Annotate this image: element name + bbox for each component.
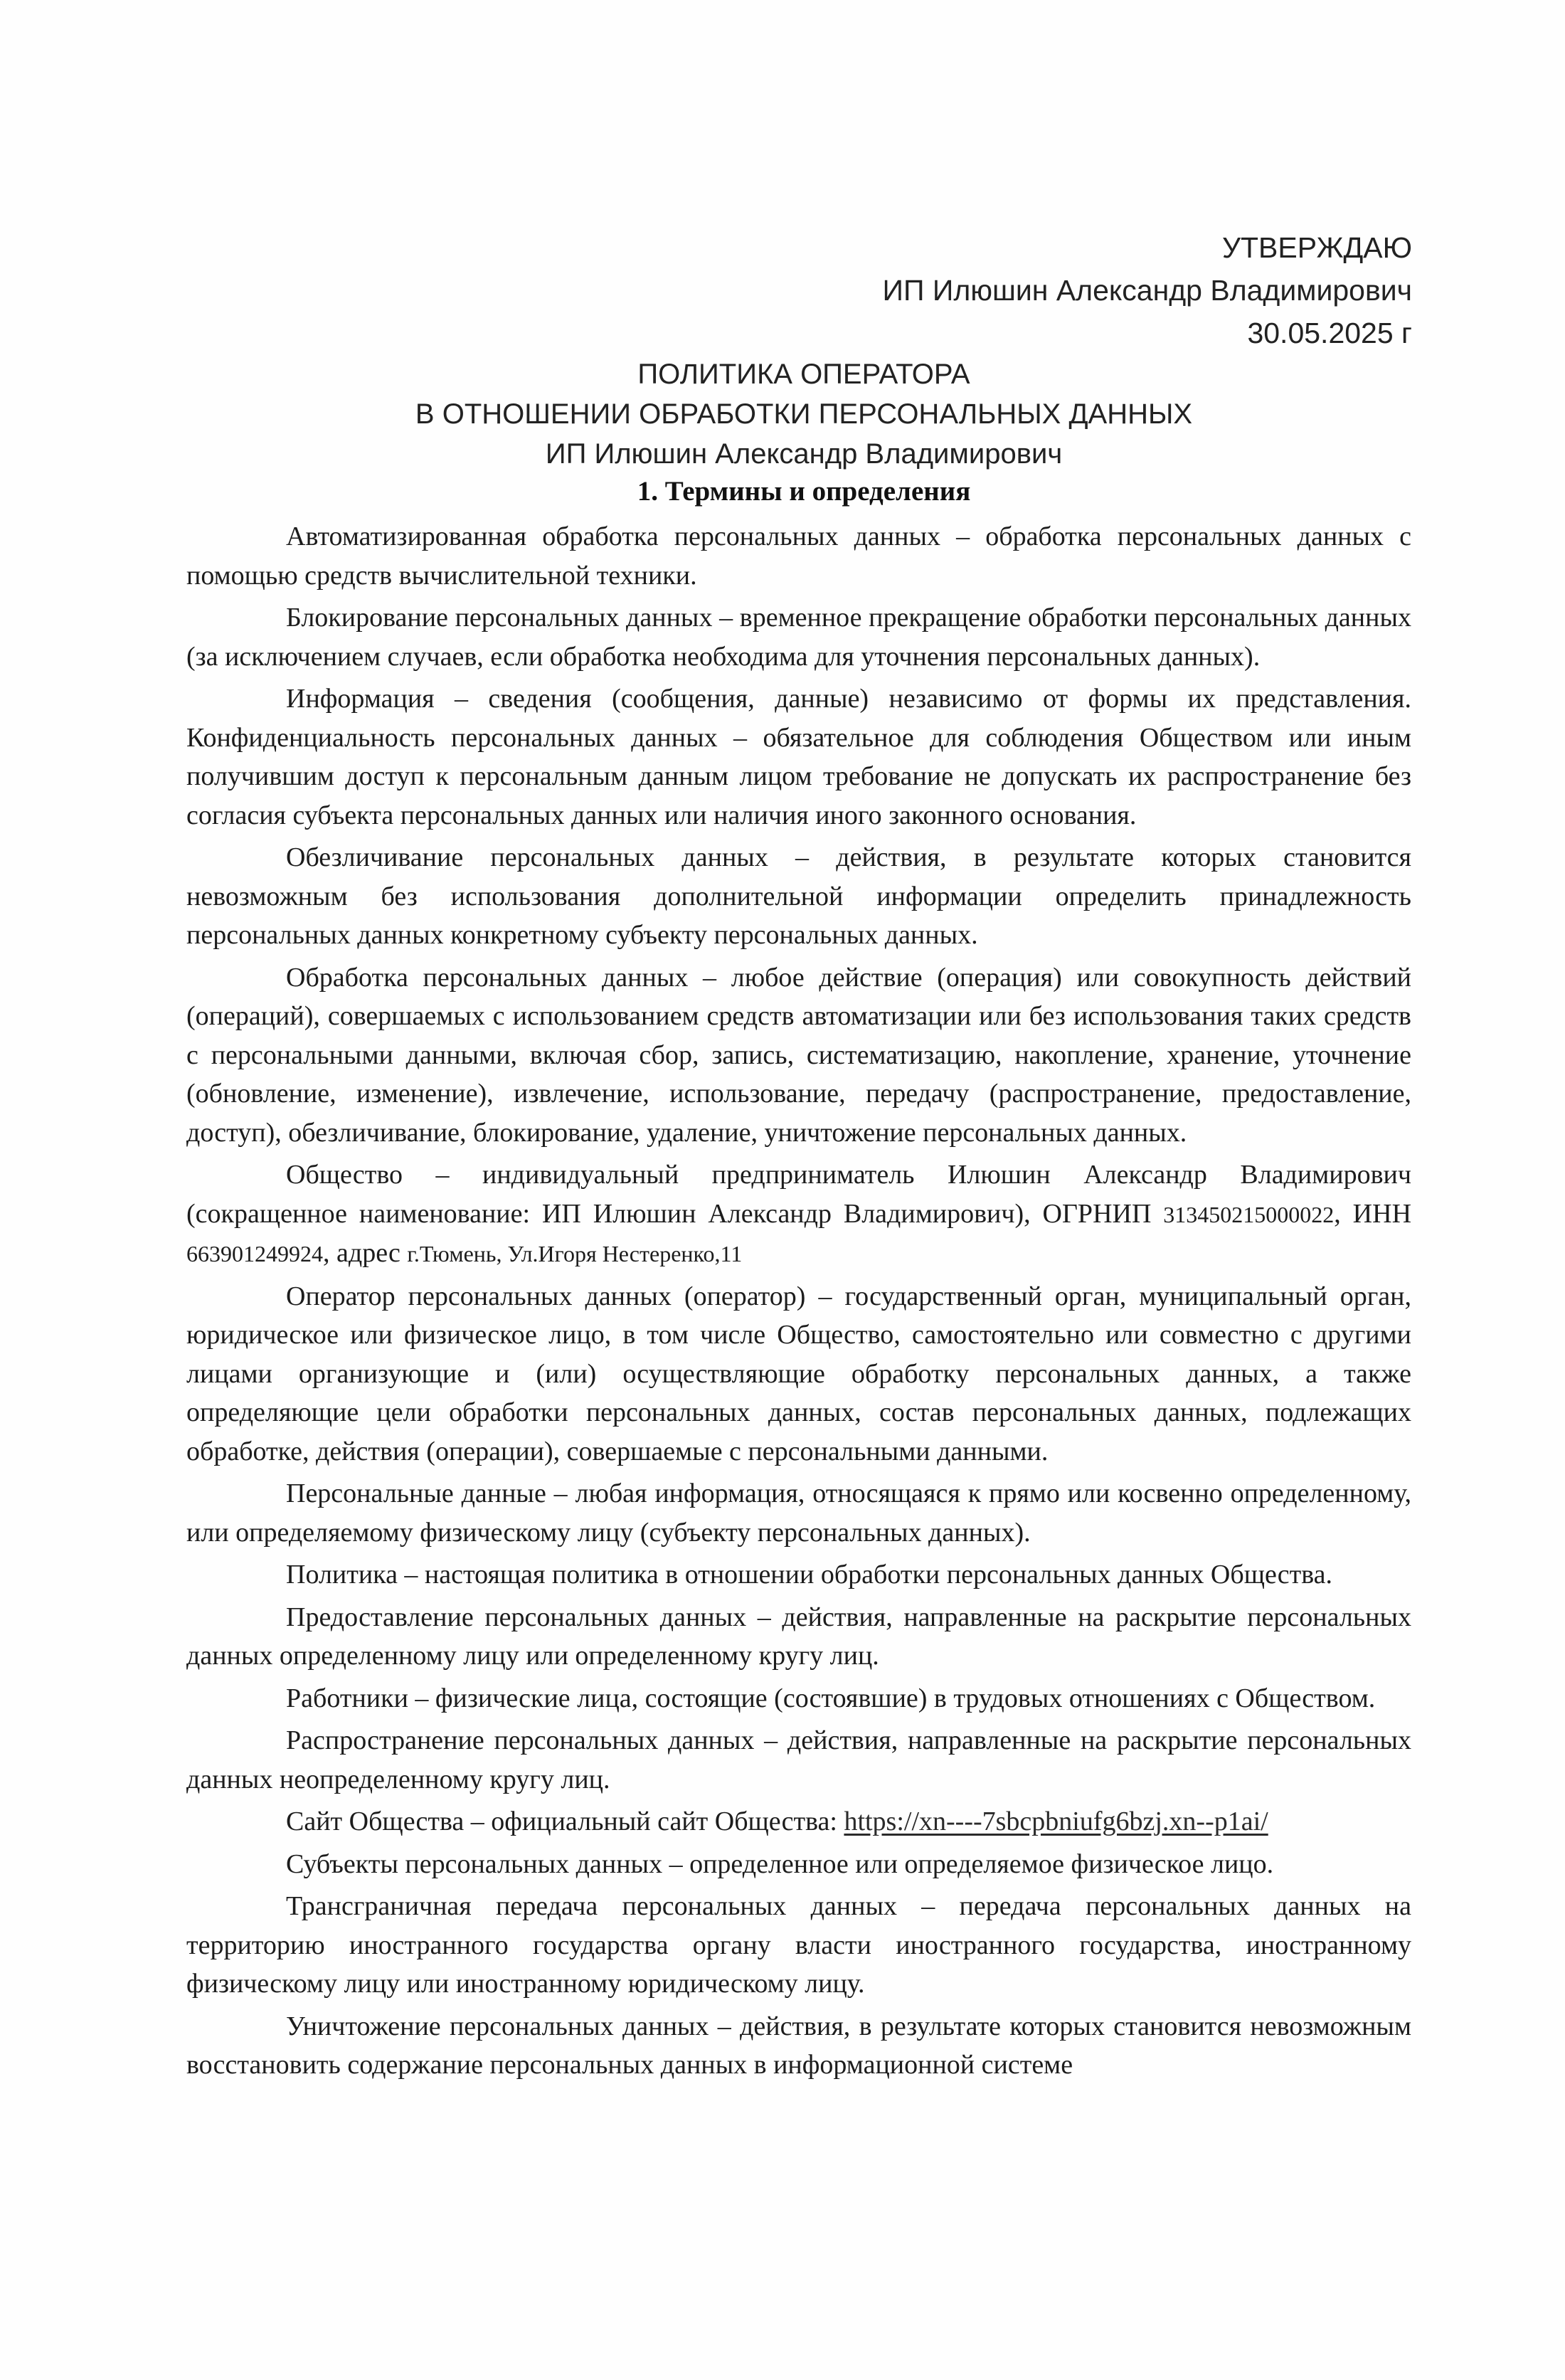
paragraph-employees: Работники – физические лица, состоящие (состоявшие) в трудовых отношениях с Обществом. — [286, 1683, 1376, 1713]
approval-name: ИП Илюшин Александр Владимирович — [882, 274, 1412, 307]
paragraph-operator: Оператор персональных данных (оператор) – государственный орган, муниципальный орган, юридическое или физическое лицо, в том числе Общество, самостоятельно или совместно с другими лицами организующие и (или) осуществляющие обработку персональных данных, а также определяющие цели обработки персональных данных, состав персональных данных, подлежащих обработке, действия (операции), совершаемые с персональными данными. — [186, 1281, 1411, 1466]
ogrnip-number: 313450215000022 — [1163, 1201, 1335, 1227]
approval-stamp — [883, 226, 1412, 354]
paragraph-provision: Предоставление персональных данных – действия, направленные на раскрытие персональных данных определенному лицу или определенному кругу лиц. — [186, 1602, 1411, 1671]
paragraph-company — [186, 1155, 1411, 1274]
paragraph-website — [186, 1802, 1411, 1841]
paragraph-automated-processing: Автоматизированная обработка персональных данных – обработка персональных данных с помощью средств вычислительной техники. — [186, 522, 1411, 591]
section-heading: 1. Термины и определения — [637, 476, 971, 507]
website-text: Сайт Общества – официальный сайт Общества: — [286, 1807, 844, 1836]
company-text-a: Общество – индивидуальный предприниматель Илюшин Александр Владимирович (сокращенное наименование: ИП Илюшин Александр Владимирович), ОГРНИП — [186, 1160, 1411, 1229]
title-line-1: ПОЛИТИКА ОПЕРАТОРА — [637, 359, 970, 390]
paragraph-depersonalization: Обезличивание персональных данных – действия, в результате которых становится невозможным без использования дополнительной информации определить принадлежность персональных данных конкретному субъекту персональных данных. — [186, 842, 1411, 950]
paragraph-personal-data: Персональные данные – любая информация, относящаяся к прямо или косвенно определенному, или определяемому физическому лицу (субъекту персональных данных). — [186, 1479, 1411, 1548]
paragraph-blocking: Блокирование персональных данных – временное прекращение обработки персональных данных (за исключением случаев, если обработка необходима для уточнения персональных данных). — [186, 603, 1411, 672]
paragraph-cross-border: Трансграничная передача персональных данных – передача персональных данных на территорию иностранного государства органу власти иностранного государства, иностранному физическому лицу или иностранному юридическому лицу. — [186, 1891, 1411, 1999]
company-address: г.Тюмень, Ул.Игоря Нестеренко,11 — [407, 1241, 743, 1266]
paragraph-destruction: Уничтожение персональных данных – действия, в результате которых становится невозможным восстановить содержание персональных данных в информационной системе — [186, 2011, 1411, 2080]
document-title — [192, 354, 1416, 474]
approval-label: УТВЕРЖДАЮ — [1221, 231, 1412, 264]
inn-number: 663901249924 — [186, 1241, 323, 1266]
company-text-c: , адрес — [323, 1238, 408, 1268]
paragraph-subjects: Субъекты персональных данных – определенное или определяемое физическое лицо. — [286, 1849, 1274, 1879]
paragraph-processing: Обработка персональных данных – любое действие (операция) или совокупность действий (операций), совершаемых с использованием средств автоматизации или без использования таких средств с персональными данными, включая сбор, запись, систематизацию, накопление, хранение, уточнение (обновление, изменение), извлечение, использование, передачу (распространение, предоставление, доступ), обезличивание, блокирование, удаление, уничтожение персональных данных. — [186, 962, 1411, 1148]
title-line-2: В ОТНОШЕНИИ ОБРАБОТКИ ПЕРСОНАЛЬНЫХ ДАННЫХ — [415, 398, 1193, 430]
company-text-b: , ИНН — [1334, 1198, 1412, 1229]
approval-date: 30.05.2025 г — [1247, 317, 1412, 349]
paragraph-dissemination: Распространение персональных данных – действия, направленные на раскрытие персональных данных неопределенному кругу лиц. — [186, 1725, 1411, 1794]
title-line-3: ИП Илюшин Александр Владимирович — [545, 438, 1063, 470]
website-link[interactable]: https://xn----7sbcpbniufg6bzj.xn--p1ai/ — [844, 1807, 1268, 1836]
paragraph-information: Информация – сведения (сообщения, данные) независимо от формы их представления. Конфиденциальность персональных данных – обязательное для соблюдения Обществом или иным получившим доступ к персональным данным лицом требование не допускать их распространение без согласия субъекта персональных данных или наличия иного законного основания. — [186, 684, 1411, 830]
paragraph-policy: Политика – настоящая политика в отношении обработки персональных данных Общества. — [286, 1560, 1333, 1590]
document-body — [186, 517, 1411, 2085]
